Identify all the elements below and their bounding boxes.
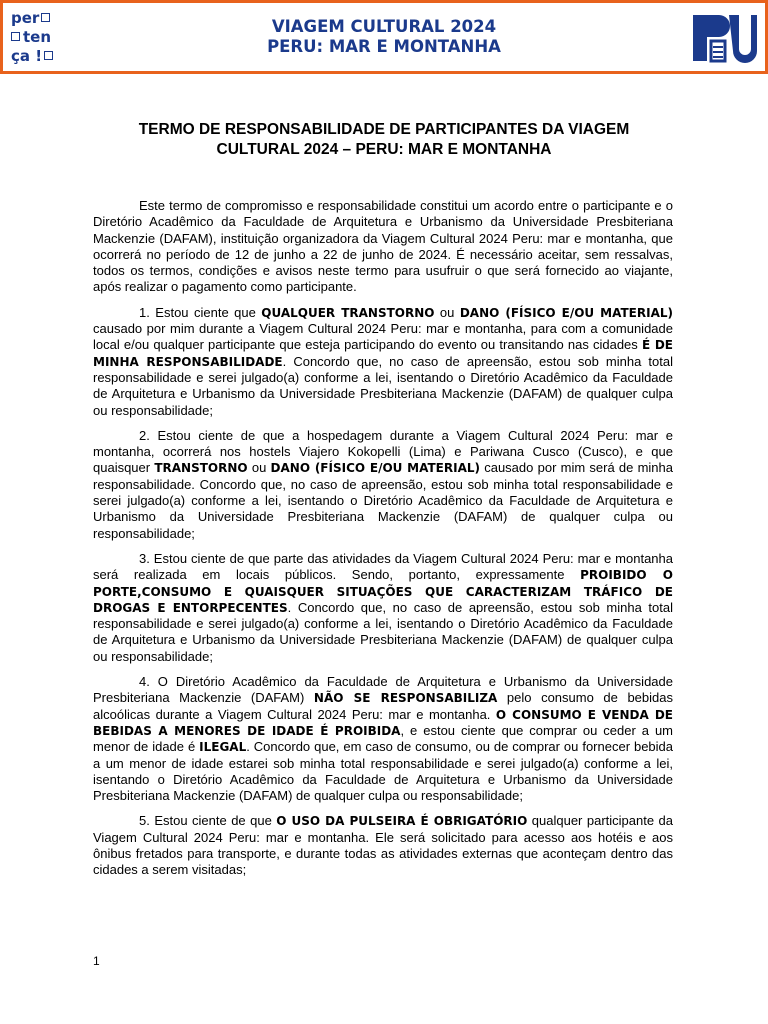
clause-3-text: . Concordo que, no caso de apreensão, estou sob minha total responsabilidade e serei julgado(a) conforme a lei, isentando o Diretório Acadêmico da Faculdade de Arquitetura e Urbanismo da Universidade Presbiteriana Mackenzie (DAFAM) de qualquer culpa ou responsabilidade; [93,599,673,664]
document-body [93,198,673,888]
clause-1 [93,305,673,419]
clause-5-emphasis: O USO DA PULSEIRA É OBRIGATÓRIO [276,814,528,829]
clause-3-text: 3. Estou ciente de que parte das atividades da Viagem Cultural 2024 Peru: mar e montanha será realizada em locais públicos. Sendo, portanto, expressamente [93,550,673,583]
clause-4-text: pelo consumo de bebidas alcoólicas durante a Viagem Cultural 2024 Peru: mar e montanha. [93,690,673,722]
logo-text-line1: per [11,8,40,27]
clause-1-emphasis: DANO (FÍSICO E/OU MATERIAL) [459,305,673,320]
document-title-line2: CULTURAL 2024 – PERU: MAR E MONTANHA [216,141,552,158]
clause-2-emphasis: TRANSTORNO [154,461,248,476]
logo-text-line2: ten [23,27,52,46]
clause-4-text: 4. O Diretório Acadêmico da Faculdade de Arquitetura e Urbanismo da Universidade Presbiteriana Mackenzie (DAFAM) [93,674,673,706]
clause-4-text: , e estou ciente que comprar ou ceder a um menor de idade é [93,722,673,755]
clause-3 [93,551,673,665]
clause-2-emphasis: DANO (FÍSICO E/OU MATERIAL) [270,461,480,476]
clause-1-text: . Concordo que, no caso de apreensão, estou sob minha total responsabilidade e serei julgado(a) conforme a lei, isentando o Diretório Acadêmico da Faculdade de Arquitetura e Urbanismo da Universidade Presbiteriana Mackenzie (DAFAM) de qualquer culpa ou responsabilidade; [93,353,673,418]
clause-1-emphasis: QUALQUER TRANSTORNO [261,305,435,320]
logo-text-line3: ça ! [11,46,43,65]
page-number: 1 [93,954,100,968]
clause-1-text: ou [434,304,460,320]
clause-4-emphasis: ILEGAL [199,740,247,755]
clause-2-text: ou [247,460,271,476]
clause-2-text: 2. Estou ciente de que a hospedagem durante a Viagem Cultural 2024 Peru: mar e montanha, ocorrerá nos hostels Viajero Kokopelli (Lima) e Pariwana Cusco (Cusco), e que quaisquer [93,427,673,476]
clause-4 [93,674,673,804]
clause-2 [93,428,673,542]
header-title-line1: VIAGEM CULTURAL 2024 [271,17,497,36]
clause-1-text: 1. Estou ciente que [139,304,262,320]
clause-4-emphasis: NÃO SE RESPONSABILIZA [313,691,498,706]
intro-paragraph: Este termo de compromisso e responsabilidade constitui um acordo entre o participante e o Diretório Acadêmico da Faculdade de Arquitetura e Urbanismo da Universidade Presbiteriana Mackenzie (DAFAM), instituição organizadora da Viagem Cultural 2024 Peru: mar e montanha, que ocorrerá no período de 12 de junho a 22 de junho de 2024. É necessário aceitar, sem ressalvas, todos os termos, condições e avisos neste termo para usufruir o que será fornecido ao viajante, após realizar o pagamento como participante. [93,198,673,295]
clause-4-emphasis: O CONSUMO E VENDA DE BEBIDAS A MENORES DE IDADE É PROIBIDA [93,707,673,738]
clause-3-emphasis: PROIBIDO O PORTE,CONSUMO E QUAISQUER SITUAÇÕES QUE CARACTERIZAM TRÁFICO DE DROGAS E ENTORPECENTES [93,568,673,615]
clause-2-text: causado por mim será de minha responsabilidade. Concordo que, no caso de apreensão, estou sob minha total responsabilidade e serei julgado(a) conforme a lei, isentando o Diretório Acadêmico da Faculdade de Arquitetura e Urbanismo da Universidade Presbiteriana Mackenzie (DAFAM) de qualquer culpa ou responsabilidade; [93,460,674,541]
page-header [0,0,768,74]
document-title-line1: TERMO DE RESPONSABILIDADE DE PARTICIPANTES DA VIAGEM [138,121,630,138]
clause-4-text: . Concordo que, em caso de consumo, ou de comprar ou fornecer bebida a um menor de idade estarei sob minha total responsabilidade e serei julgado(a) conforme a lei, isentando o Diretório Acadêmico da Faculdade de Arquitetura e Urbanismo da Universidade Presbiteriana Mackenzie (DAFAM) de qualquer culpa ou responsabilidade; [93,739,674,804]
clause-1-emphasis: É DE MINHA RESPONSABILIDADE [93,338,673,369]
clause-5 [93,813,673,878]
document-title [80,120,688,160]
header-title-line2: PERU: MAR E MONTANHA [267,37,501,56]
header-title [3,17,765,57]
clause-1-text: causado por mim durante a Viagem Cultural 2024 Peru: mar e montanha, para com a comunidade local e/ou qualquer participante que esteja participando do evento ou transitando nas cidades [93,321,673,353]
clause-5-text: qualquer participante da Viagem Cultural 2024 Peru: mar e montanha. Ele será solicitado para acesso aos hotéis e aos ônibus fretados para transporte, e durante todas as atividades externas que aconteçam dentro das cidades a serem visitadas; [93,813,673,878]
peru-logo-icon [693,13,757,63]
clause-5-text: 5. Estou ciente de que [139,813,277,829]
